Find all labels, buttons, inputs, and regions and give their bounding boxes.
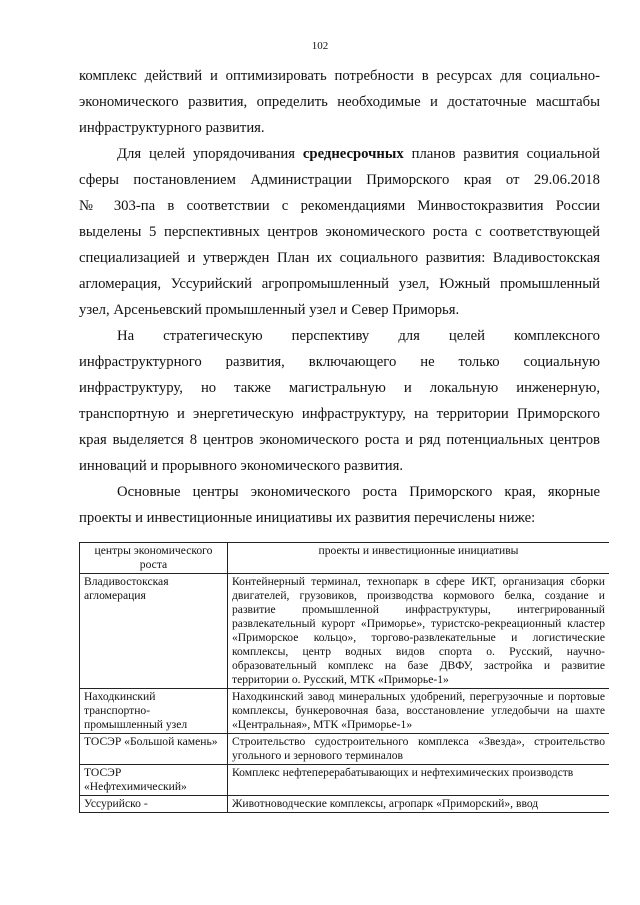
text-line: На стратегическую перспективу для целей комплексного <box>117 328 600 344</box>
projects-cell: Находкинский завод минеральных удобрений, перегрузочные и портовые комплексы, бункеровочная база, восстановление угледобычи на шахте «Центральная», МТК «Приморье-1» <box>228 689 610 734</box>
text-fragment: Для целей упорядочивания <box>117 146 303 162</box>
projects-cell: Строительство судостроительного комплекса «Звезда», строительство угольного и зернового терминалов <box>228 734 610 765</box>
center-cell: Находкинский транспортно-промышленный узел <box>80 689 228 734</box>
text-line: № 303-па в соответствии с рекомендациями Минвостокразвития России <box>79 198 600 214</box>
header-centers: центры экономического роста <box>80 543 228 574</box>
table-row <box>80 734 610 765</box>
table-row <box>80 796 610 813</box>
center-cell: ТОСЭР «Нефтехимический» <box>80 765 228 796</box>
text-line: инфраструктурного развития, включающего не только социальную <box>79 354 600 370</box>
text-line: транспортную и энергетическую инфраструктуру, на территории Приморского <box>79 406 600 422</box>
page-number: 102 <box>311 40 329 52</box>
center-cell: Уссурийско - <box>80 796 228 813</box>
table-row <box>80 574 610 689</box>
center-cell: ТОСЭР «Большой камень» <box>80 734 228 765</box>
text-fragment: планов развития социальной <box>403 146 600 162</box>
projects-cell: Контейнерный терминал, технопарк в сфере ИКТ, организация сборки двигателей, грузовиков, производства кормового белка, создание и развитие промышленной инфраструктуры, интегрированный развлекательный курорт «Приморье», туристско-рекреационный кластер «Приморское кольцо», торгово-развлекательные и логистические комплексы, центр водных видов спорта о. Русский, научно-образовательный комплекс на базе ДВФУ, застройка и развитие территории о. Русский, МТК «Приморье-1» <box>228 574 610 689</box>
text-line: выделены 5 перспективных центров экономического роста с соответствующей <box>79 224 600 240</box>
text-line: агломерация, Уссурийский агропромышленный узел, Южный промышленный <box>79 276 600 292</box>
text-line: специализацией и утвержден План их социального развития: Владивостокская <box>79 250 600 266</box>
text-line: проекты и инвестиционные инициативы их развития перечислены ниже: <box>79 510 536 526</box>
projects-cell: Комплекс нефтеперерабатывающих и нефтехимических производств <box>228 765 610 796</box>
growth-centers-table-wrap <box>79 542 609 905</box>
text-line: края выделяется 8 центров экономического роста и ряд потенциальных центров <box>79 432 600 448</box>
text-line: Основные центры экономического роста Приморского края, якорные <box>117 484 600 500</box>
text-line: инфраструктурного развития. <box>79 120 265 136</box>
text-line: инноваций и прорывного экономического развития. <box>79 458 404 474</box>
projects-cell: Животноводческие комплексы, агропарк «Приморский», ввод <box>228 796 610 813</box>
text-line: экономического развития, определить необходимые и достаточные масштабы <box>79 94 600 110</box>
center-cell: Владивостокская агломерация <box>80 574 228 689</box>
text-line: узел, Арсеньевский промышленный узел и Север Приморья. <box>79 302 460 318</box>
text-line: инфраструктуру, но также магистральную и локальную инженерную, <box>79 380 600 396</box>
header-projects: проекты и инвестиционные инициативы <box>228 543 610 574</box>
table-row <box>80 689 610 734</box>
table-row <box>80 765 610 796</box>
text-line: комплекс действий и оптимизировать потребности в ресурсах для социально- <box>79 68 600 84</box>
growth-centers-table <box>79 542 609 813</box>
text-line-with-bold <box>117 144 600 164</box>
text-line: сферы постановлением Администрации Приморского края от 29.06.2018 <box>79 172 600 188</box>
bold-phrase: среднесрочных <box>302 146 404 162</box>
table-header-row <box>80 543 610 574</box>
